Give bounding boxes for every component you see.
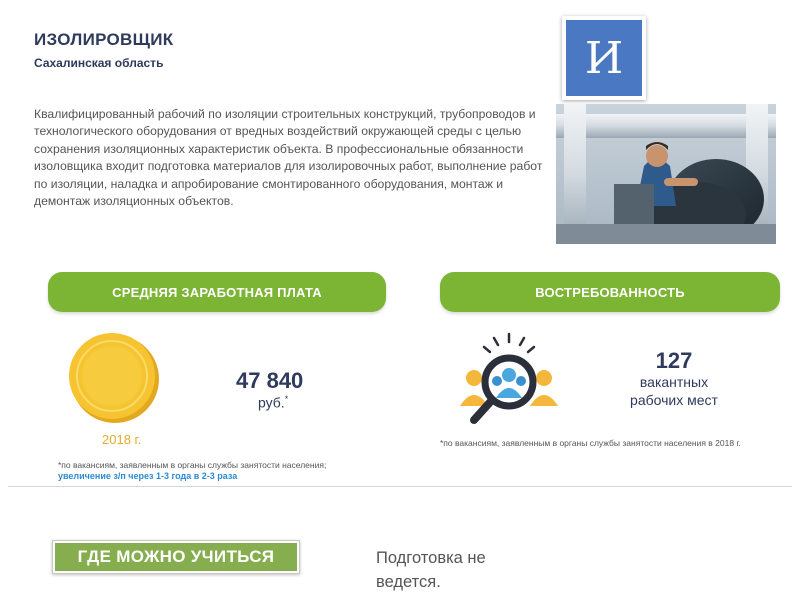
salary-growth-note: увеличение з/п через 1-3 года в 2-3 раза — [58, 471, 238, 481]
salary-heading: СРЕДНЯЯ ЗАРАБОТНАЯ ПЛАТА — [48, 272, 386, 312]
salary-unit-mark: * — [284, 394, 289, 404]
salary-year: 2018 г. — [102, 432, 142, 447]
job-title: ИЗОЛИРОВЩИК — [34, 30, 174, 49]
worker-photo — [556, 104, 776, 244]
job-description: Квалифицированный рабочий по изоляции строительных конструкций, трубопроводов и технологического оборудования от вредных воздействий окружающей среды с целью сохранения изоляционных характеристик объекта. В профессиональные обязанности изоловщика входит подготовка материалов для изолировочных работ, выполнение работ по изоляции, наладка и апробирование смонтированного оборудования, монтаж и демонтаж изоляционных объектов. — [34, 107, 543, 209]
demand-heading: ВОСТРЕБОВАННОСТЬ — [440, 272, 780, 312]
gold-coin-icon — [68, 332, 160, 424]
salary-unit-text: руб. — [258, 394, 285, 411]
demand-note: *по вакансиям, заявленным в органы службы занятости населения в 2018 г. — [440, 438, 741, 448]
study-heading-box — [52, 540, 300, 574]
letter-badge-letter: И — [566, 20, 642, 96]
region-label: Сахалинская область — [34, 56, 164, 70]
vacancy-label-line1: вакантных — [639, 374, 709, 390]
vacancy-label-line2: рабочих мест — [630, 392, 718, 408]
study-heading: ГДЕ МОЖНО УЧИТЬСЯ — [55, 543, 297, 571]
section-divider — [8, 486, 792, 487]
salary-note: *по вакансиям, заявленным в органы службы занятости населения; — [58, 460, 327, 470]
salary-unit — [258, 394, 288, 411]
salary-amount: 47 840 — [236, 368, 304, 393]
magnifier-people-icon — [456, 332, 562, 428]
letter-badge — [562, 16, 646, 100]
study-text: Подготовка не ведется. — [376, 549, 486, 591]
vacancy-count: 127 — [655, 348, 693, 373]
